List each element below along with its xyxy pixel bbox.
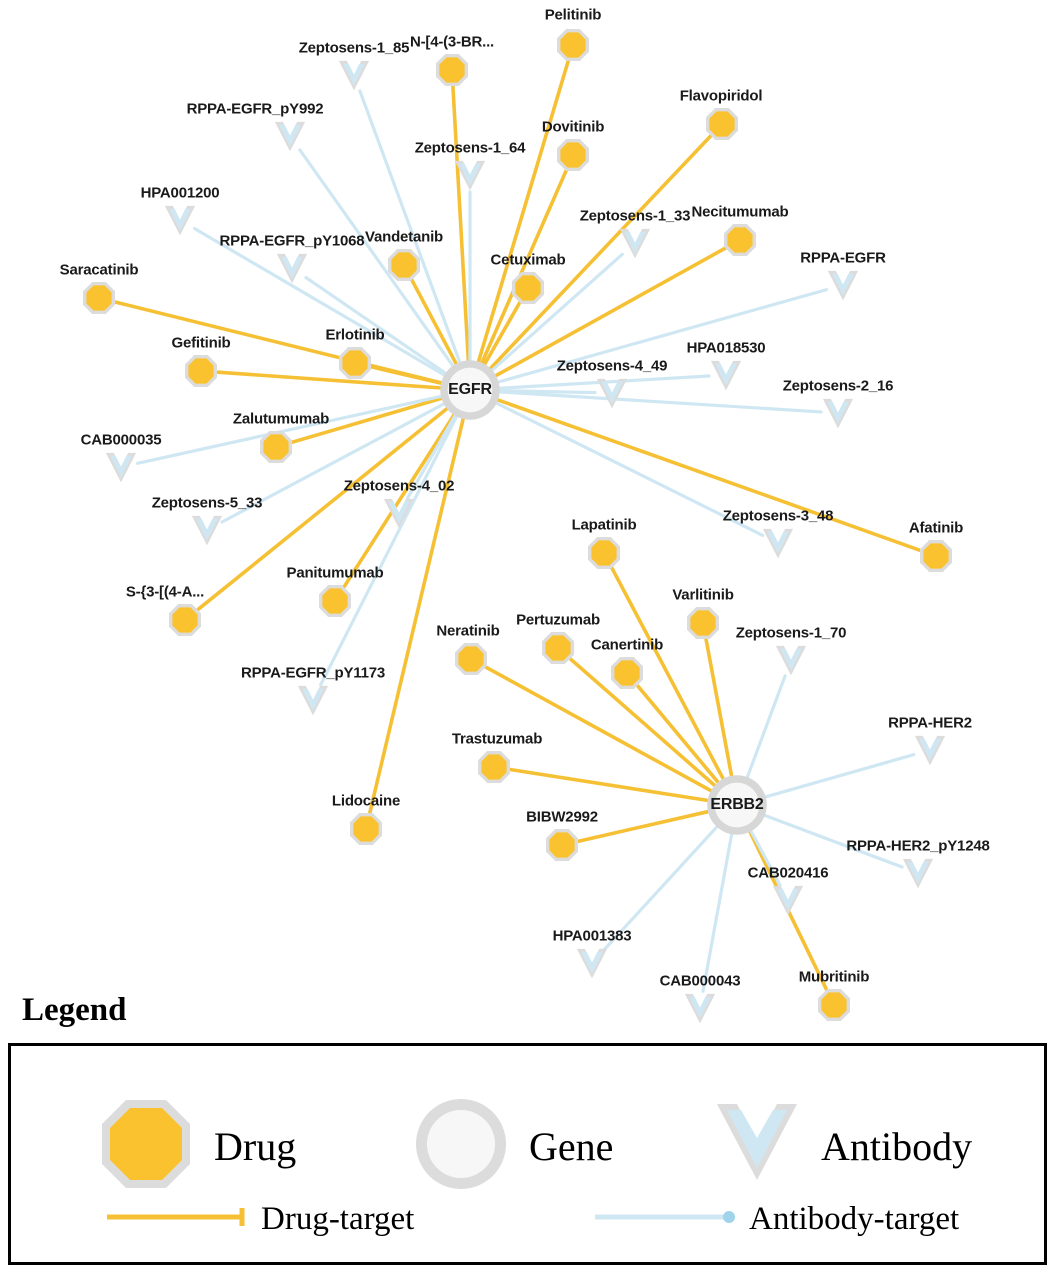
edge bbox=[766, 755, 914, 797]
antibody-label: HPA001200 bbox=[140, 184, 220, 202]
legend-item-antibody bbox=[711, 1094, 972, 1199]
antibody-label: Zeptosens-1_64 bbox=[414, 139, 526, 157]
antibody-node[interactable] bbox=[709, 358, 743, 392]
drug-node[interactable] bbox=[477, 750, 511, 784]
antibody-node[interactable] bbox=[901, 856, 935, 890]
antibody-node[interactable] bbox=[761, 526, 795, 560]
antibody-node[interactable] bbox=[771, 883, 805, 917]
antibody-label: RPPA-EGFR_pY1068 bbox=[219, 232, 365, 250]
antibody-node[interactable] bbox=[683, 991, 717, 1025]
drug-label: Afatinib bbox=[908, 519, 964, 537]
drug-label: N-[4-(3-BR... bbox=[409, 33, 495, 51]
drug-node[interactable] bbox=[723, 223, 757, 257]
antibody-label: CAB020416 bbox=[747, 864, 829, 882]
antibody-label: RPPA-HER2 bbox=[888, 714, 972, 732]
drug-label: Mubritinib bbox=[798, 968, 870, 986]
drug-node[interactable] bbox=[610, 656, 644, 690]
legend-label-antibody: Antibody bbox=[821, 1124, 973, 1169]
antibody-node[interactable] bbox=[774, 643, 808, 677]
antibody-node[interactable] bbox=[575, 946, 609, 980]
drug-node[interactable] bbox=[545, 828, 579, 862]
legend-box bbox=[8, 1043, 1047, 1265]
antibody-node[interactable] bbox=[821, 396, 855, 430]
drug-node[interactable] bbox=[587, 536, 621, 570]
legend-title: Legend bbox=[22, 992, 127, 1028]
drug-label: Pelitinib bbox=[544, 6, 602, 24]
edge bbox=[453, 87, 468, 360]
drug-label: BIBW2992 bbox=[526, 808, 598, 826]
drug-node[interactable] bbox=[556, 138, 590, 172]
antibody-node[interactable] bbox=[273, 119, 307, 153]
antibody-node[interactable] bbox=[104, 450, 138, 484]
legend-label-drug: Drug bbox=[214, 1124, 297, 1169]
drug-node[interactable] bbox=[541, 631, 575, 665]
drug-label: Trastuzumab bbox=[451, 730, 543, 748]
antibody-label: CAB000035 bbox=[80, 431, 162, 449]
drug-label: Gefitinib bbox=[171, 334, 231, 352]
octagon-icon bbox=[96, 1094, 196, 1199]
legend-label-antibody-target: Antibody-target bbox=[749, 1201, 960, 1237]
drug-label: Varlitinib bbox=[672, 586, 734, 604]
drug-node[interactable] bbox=[82, 281, 116, 315]
antibody-node[interactable] bbox=[163, 203, 197, 237]
drug-node[interactable] bbox=[817, 988, 851, 1022]
drug-node[interactable] bbox=[556, 28, 590, 62]
edge bbox=[579, 812, 708, 842]
drug-node[interactable] bbox=[259, 430, 293, 464]
drug-label: S-{3-[(4-A... bbox=[125, 583, 205, 601]
antibody-label: Zeptosens-2_16 bbox=[782, 377, 894, 395]
antibody-node[interactable] bbox=[618, 226, 652, 260]
drug-label: Erlotinib bbox=[325, 326, 385, 344]
drug-label: Vandetanib bbox=[364, 228, 444, 246]
edge bbox=[703, 835, 732, 992]
antibody-label: Zeptosens-1_33 bbox=[579, 207, 691, 225]
drug-label: Zalutumumab bbox=[232, 410, 330, 428]
drug-label: Flavopiridol bbox=[679, 87, 763, 105]
antibody-label: Zeptosens-4_02 bbox=[343, 477, 455, 495]
edge bbox=[747, 676, 785, 777]
legend-item-antibody-target bbox=[591, 1201, 959, 1238]
drug-label: Necitumumab bbox=[691, 203, 789, 221]
drug-label: Dovitinib bbox=[541, 118, 605, 136]
drug-node[interactable] bbox=[511, 271, 545, 305]
drug-node[interactable] bbox=[705, 107, 739, 141]
antibody-label: Zeptosens-1_85 bbox=[298, 39, 410, 57]
antibody-label: RPPA-EGFR_pY1173 bbox=[240, 664, 386, 682]
antibody-label: Zeptosens-4_49 bbox=[556, 357, 668, 375]
edge bbox=[500, 392, 821, 412]
antibody-label: RPPA-HER2_pY1248 bbox=[846, 837, 990, 855]
drug-node[interactable] bbox=[454, 642, 488, 676]
legend-label-gene: Gene bbox=[529, 1124, 614, 1169]
drug-node[interactable] bbox=[168, 603, 202, 637]
drug-node[interactable] bbox=[919, 539, 953, 573]
antibody-label: HPA001383 bbox=[552, 927, 632, 945]
antibody-node[interactable] bbox=[275, 251, 309, 285]
edge bbox=[372, 367, 441, 383]
drug-node[interactable] bbox=[318, 584, 352, 618]
legend-item-drug bbox=[96, 1094, 296, 1199]
antibody-node[interactable] bbox=[913, 733, 947, 767]
edge bbox=[360, 91, 460, 362]
antibody-label: RPPA-EGFR_pY992 bbox=[186, 100, 324, 118]
legend-label-drug-target: Drug-target bbox=[261, 1201, 415, 1237]
antibody-node[interactable] bbox=[595, 376, 629, 410]
antibody-label: RPPA-EGFR bbox=[800, 249, 886, 267]
antibody-label: Zeptosens-3_48 bbox=[722, 507, 834, 525]
antibody-node[interactable] bbox=[826, 268, 860, 302]
chevron-icon bbox=[711, 1094, 803, 1199]
antibody-node[interactable] bbox=[296, 683, 330, 717]
antibody-label: HPA018530 bbox=[686, 339, 766, 357]
drug-node[interactable] bbox=[686, 606, 720, 640]
drug-target-edge-icon bbox=[103, 1204, 253, 1235]
drug-label: Cetuximab bbox=[490, 251, 566, 269]
antibody-label: CAB000043 bbox=[659, 972, 741, 990]
antibody-label: Zeptosens-5_33 bbox=[151, 494, 263, 512]
legend-item-gene bbox=[411, 1094, 613, 1199]
drug-label: Neratinib bbox=[436, 622, 500, 640]
antibody-node[interactable] bbox=[453, 158, 487, 192]
antibody-node[interactable] bbox=[190, 513, 224, 547]
drug-node[interactable] bbox=[184, 354, 218, 388]
drug-node[interactable] bbox=[349, 812, 383, 846]
edge bbox=[638, 686, 718, 782]
drug-node[interactable] bbox=[435, 53, 469, 87]
antibody-label: Zeptosens-1_70 bbox=[735, 624, 847, 642]
circle-icon bbox=[411, 1094, 511, 1199]
drug-label: Panitumumab bbox=[286, 564, 384, 582]
drug-label: Pertuzumab bbox=[516, 611, 600, 629]
gene-label: EGFR bbox=[448, 381, 492, 398]
antibody-target-edge-icon bbox=[591, 1204, 741, 1235]
drug-label: Canertinib bbox=[590, 636, 664, 654]
edge bbox=[498, 400, 920, 550]
antibody-node[interactable] bbox=[337, 58, 371, 92]
drug-node[interactable] bbox=[338, 346, 372, 380]
antibody-node[interactable] bbox=[382, 496, 416, 530]
drug-label: Saracatinib bbox=[59, 261, 139, 279]
drug-label: Lapatinib bbox=[571, 516, 637, 534]
drug-node[interactable] bbox=[387, 248, 421, 282]
drug-label: Lidocaine bbox=[331, 792, 401, 810]
legend-item-drug-target bbox=[103, 1201, 414, 1238]
gene-label: ERBB2 bbox=[710, 796, 764, 813]
